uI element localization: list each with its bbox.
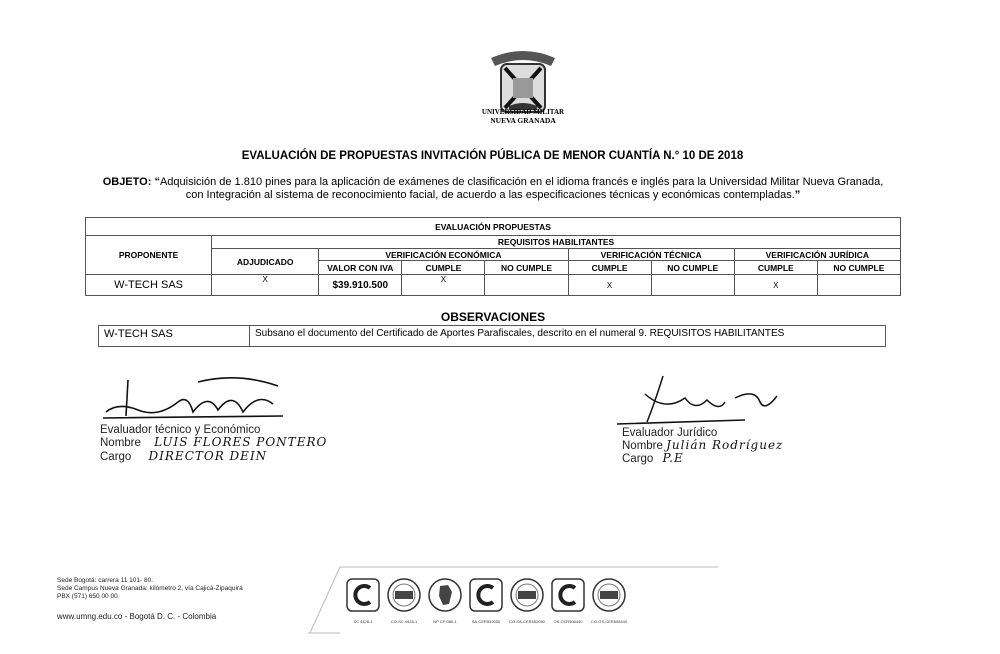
observaciones-title: OBSERVACIONES — [440, 310, 546, 324]
iqnet-icon — [510, 578, 544, 612]
cell-tec-cumple: X — [568, 275, 651, 296]
cert-code-5: CO-SA-CER552050 — [509, 619, 545, 624]
header-verificacion-tecnica: VERIFICACIÓN TÉCNICA — [568, 249, 734, 261]
right-nombre-label: Nombre — [622, 440, 663, 452]
icontec-ohsas-18001-icon — [551, 578, 585, 612]
cell-eco-no-cumple — [485, 275, 568, 296]
left-signature-role: Evaluador técnico y Económico — [100, 424, 261, 436]
right-signature-scribble — [615, 372, 785, 427]
col-header-eco-cumple: CUMPLE — [402, 261, 485, 275]
cell-proponente: W-TECH SAS — [86, 275, 212, 296]
logo-text-line1: UNIVERSIDAD MILITAR — [481, 108, 565, 116]
left-signature-block — [100, 424, 327, 463]
footer-address-line2: Sede Campus Nueva Granada: kilómetro 2, vía Cajicá-Zipaquirá — [57, 585, 243, 592]
col-header-tec-cumple: CUMPLE — [568, 261, 651, 275]
header-requisitos-habilitantes: REQUISITOS HABILITANTES — [212, 236, 901, 249]
col-header-proponente: PROPONENTE — [86, 236, 212, 275]
objective-label: OBJETO: — [102, 176, 152, 188]
cell-eco-cumple: X — [402, 275, 485, 296]
objective-paragraph — [100, 176, 886, 202]
right-cargo-value: P.E — [662, 451, 684, 465]
icontec-iso-14001-icon — [469, 578, 503, 612]
table-row — [99, 326, 886, 347]
iqnet-icon — [592, 578, 626, 612]
cert-code-2: CO-SC 4428-1 — [390, 619, 418, 624]
cell-valor-con-iva: $39.910.500 — [319, 275, 402, 296]
header-verificacion-juridica: VERIFICACIÓN JURÍDICA — [734, 249, 900, 261]
cert-code-4: SA-CER552050 — [471, 619, 501, 624]
left-cargo-value: DIRECTOR DEIN — [148, 449, 268, 463]
iqnet-icon — [387, 578, 421, 612]
footer-website: www.umng.edu.co - Bogotá D. C. - Colombia — [57, 612, 217, 621]
right-signature-role: Evaluador Jurídico — [622, 427, 718, 439]
document-title: EVALUACIÓN DE PROPUESTAS INVITACIÓN PÚBLICA DE MENOR CUANTÍA N.° 10 DE 2018 — [241, 150, 744, 162]
colombia-map-icon — [428, 578, 462, 612]
footer-address-line1: Sede Bogotá: carrera 11 101- 80. — [57, 577, 153, 584]
col-header-tec-no-cumple: NO CUMPLE — [651, 261, 734, 275]
obs-cell-text: Subsano el documento del Certificado de Aportes Parafiscales, descrito en el numeral 9. REQUISITOS HABILITANTES — [250, 326, 886, 347]
left-nombre-label: Nombre — [100, 437, 141, 449]
cell-jur-cumple: X — [734, 275, 817, 296]
objective-open-quote: “ — [154, 176, 160, 188]
icontec-iso-9001-icon — [346, 578, 380, 612]
col-header-adjudicado: ADJUDICADO — [212, 249, 319, 275]
cert-code-1: SC 4428-1 — [353, 619, 373, 624]
header-verificacion-economica: VERIFICACIÓN ECONÓMICA — [319, 249, 568, 261]
col-header-jur-cumple: CUMPLE — [734, 261, 817, 275]
cert-code-6: OS-CER508440 — [553, 619, 583, 624]
cell-tec-no-cumple — [651, 275, 734, 296]
objective-close-quote: ” — [794, 189, 801, 201]
obs-cell-proponente: W-TECH SAS — [99, 326, 250, 347]
evaluation-table-title: EVALUACIÓN PROPUESTAS — [86, 218, 901, 236]
cert-code-3: NP CP 080-1 — [433, 619, 457, 624]
observaciones-table — [98, 325, 886, 347]
left-signature-scribble — [98, 372, 288, 422]
table-row — [86, 275, 901, 296]
footer-address — [57, 577, 243, 601]
col-header-eco-no-cumple: NO CUMPLE — [485, 261, 568, 275]
right-signature-block — [622, 427, 783, 465]
left-nombre-value: LUIS FLORES PONTERO — [154, 435, 328, 449]
cell-jur-no-cumple — [817, 275, 900, 296]
left-cargo-label: Cargo — [100, 451, 132, 463]
right-nombre-value: Julián Rodríguez — [666, 438, 784, 452]
cert-code-7: CO-OS-CER508440 — [590, 619, 628, 624]
cell-adjudicado: X — [212, 275, 319, 296]
logo-text-line2: NUEVA GRANADA — [490, 116, 556, 125]
evaluation-table — [85, 217, 901, 296]
footer-address-line3: PBX (571) 650 00 00 — [57, 593, 118, 600]
right-cargo-label: Cargo — [622, 453, 654, 465]
col-header-valor-con-iva: VALOR CON IVA — [319, 261, 402, 275]
objective-text: Adquisición de 1.810 pines para la aplicación de exámenes de clasificación en el idioma francés e inglés para la Universidad Militar Nueva Granada, con Integración al sistema de reconocimiento facial, de acuerdo a las especificaciones técnicas y económicas contempladas. — [159, 176, 884, 201]
col-header-jur-no-cumple: NO CUMPLE — [817, 261, 900, 275]
